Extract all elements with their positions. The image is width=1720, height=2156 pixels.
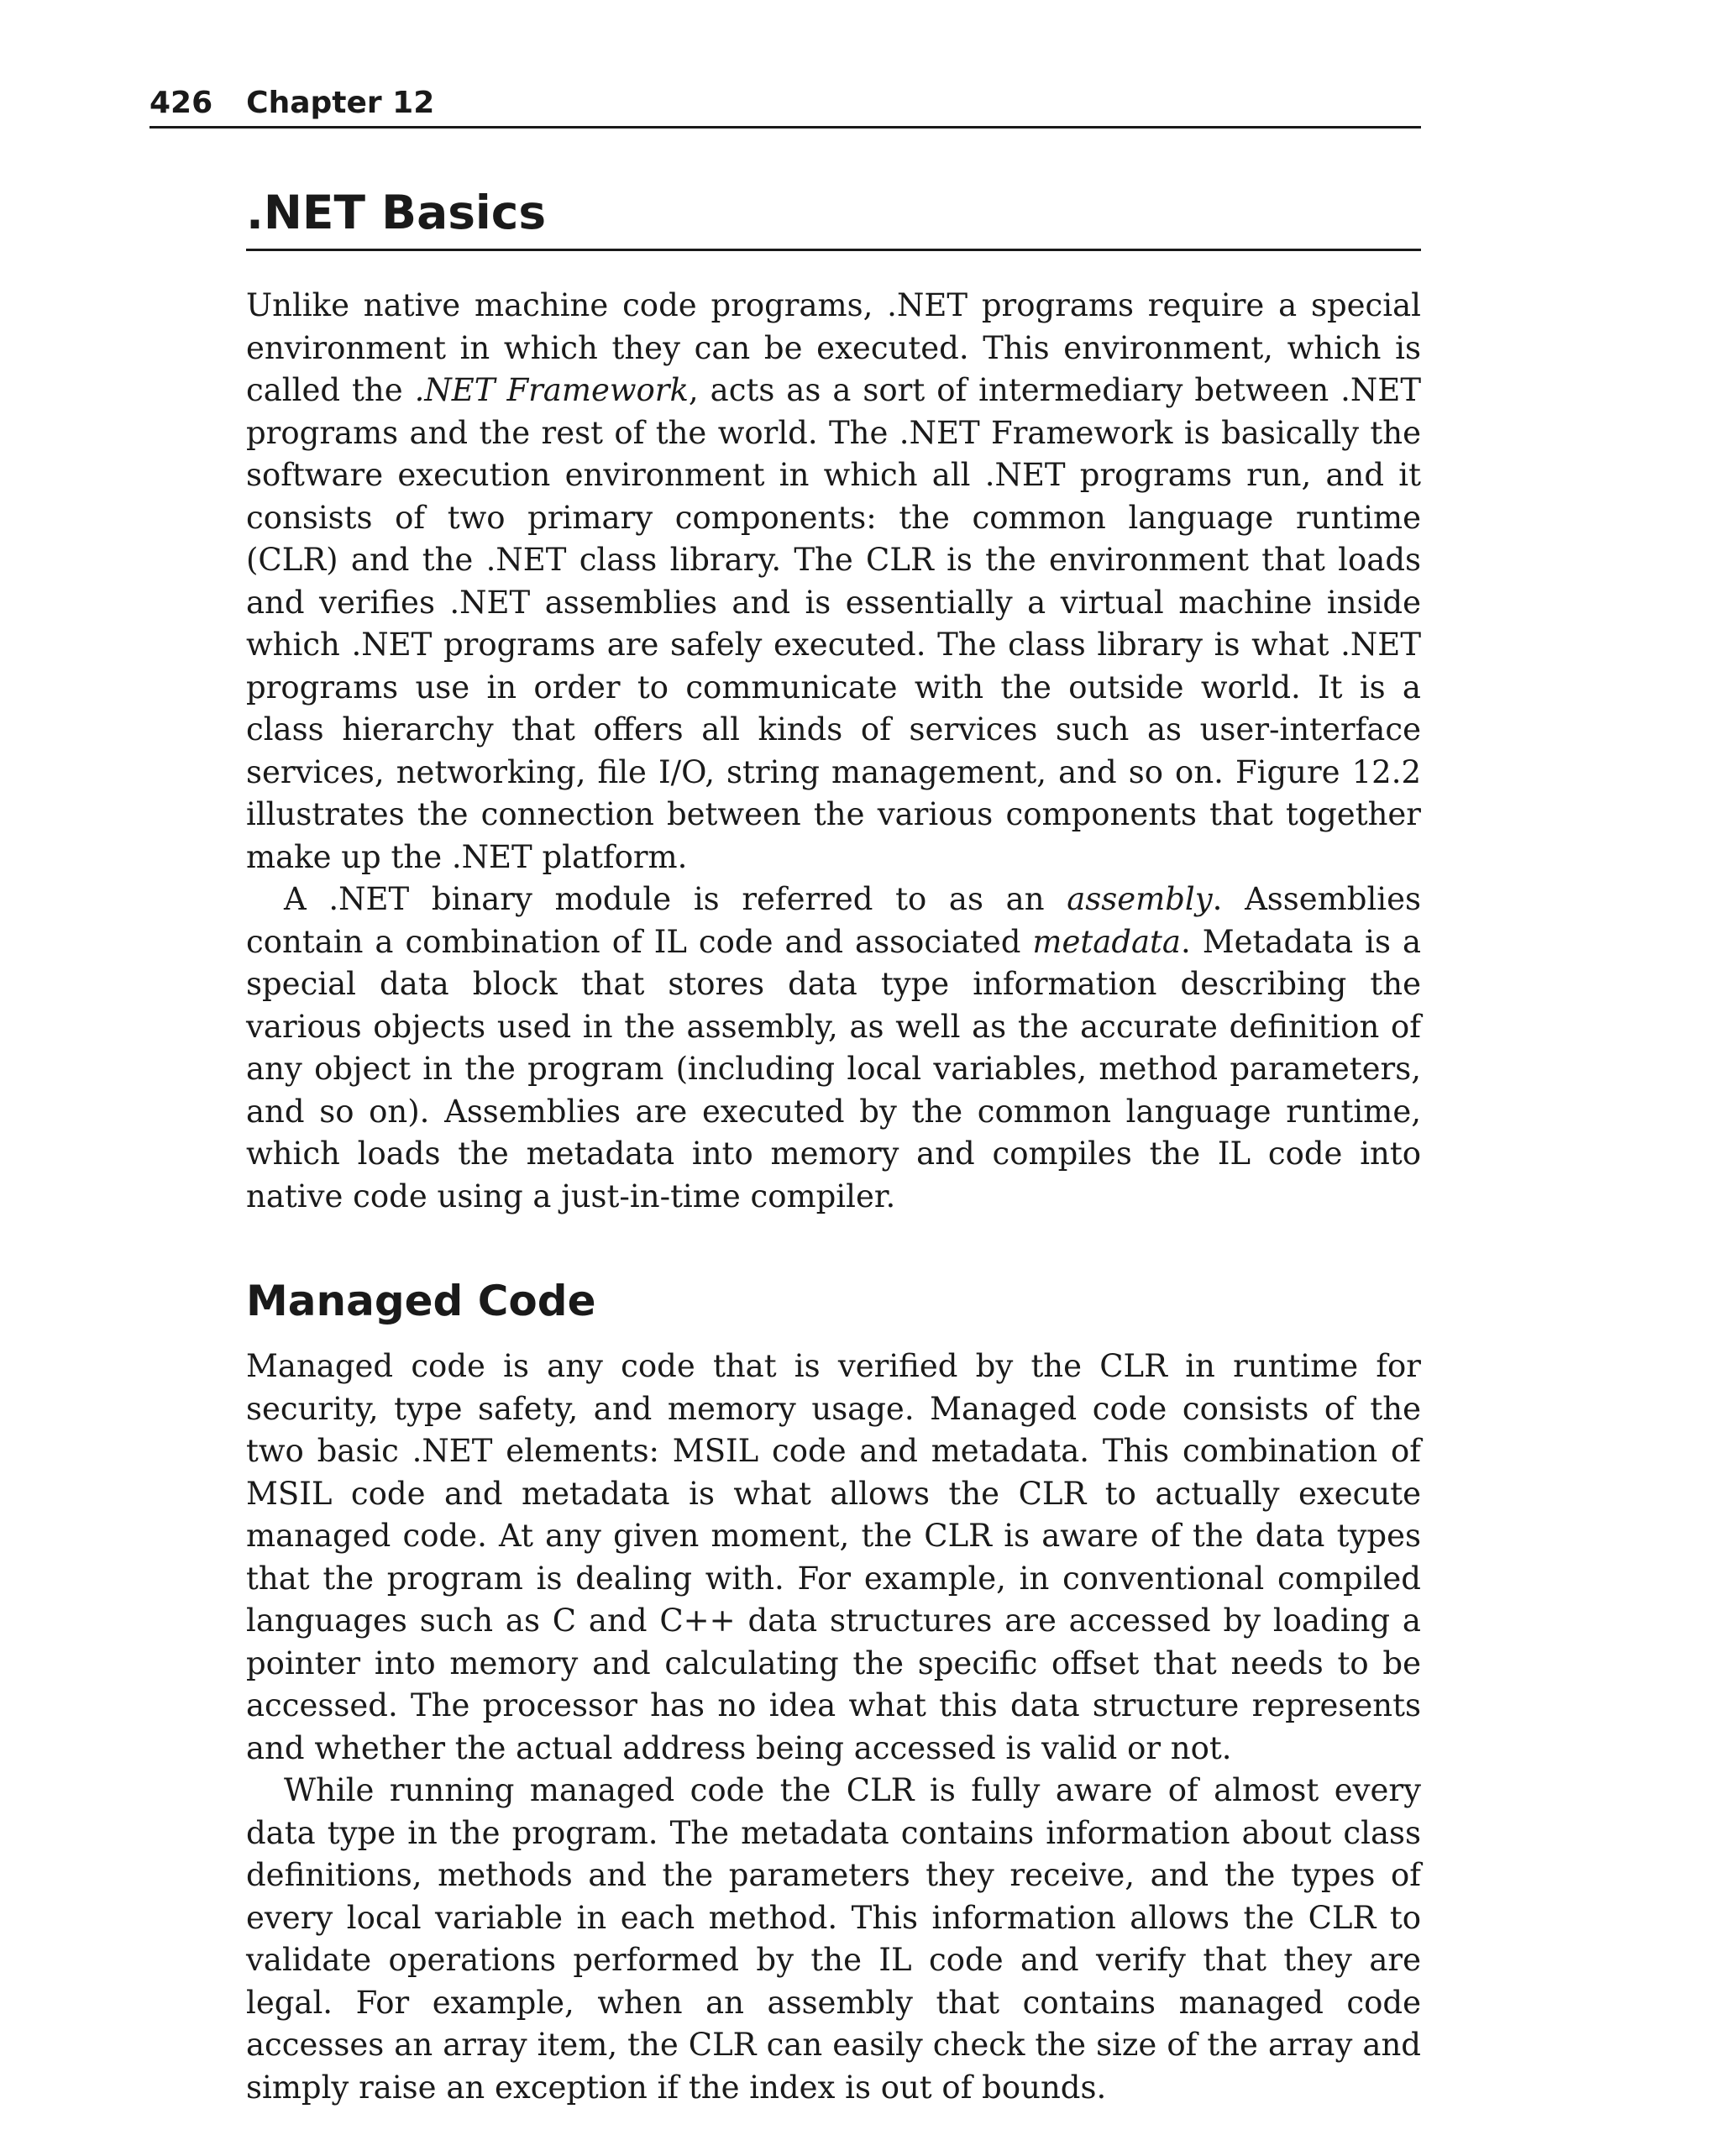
paragraph-assembly: A .NET binary module is referred to as an assembly. Assemblies contain a combination of IL code and associated metadata. Metadata is a special data block that stores data type information describing the various objects used in the assembly, as well as the accurate definition of any object in the program (including local variables, method parameters, and so on). Assemblies are executed by the common language runtime, which loads the metadata into memory and compiles the IL code into native code using a just-in-time compiler. <box>246 881 1422 1214</box>
paragraph-net-framework: Unlike native machine code programs, .NET programs require a special environment in which they can be executed. This environment, which is called the .NET Framework, acts as a sort of intermediary between .NET programs and the rest of the world. The .NET Framework is basically the software execution environment in which all .NET programs run, and it consists of two primary components: the common language runtime (CLR) and the .NET class library. The CLR is the environment that loads and verifies .NET assemblies and is essentially a virtual machine inside which .NET programs are safely executed. The class library is what .NET programs use in order to communicate with the outside world. It is a class hierarchy that offers all kinds of services such as user-interface services, networking, file I/O, string management, and so on. Figure 12.2 illustrates the connection between the various components that together make up the .NET platform. <box>246 287 1421 875</box>
term-metadata: metadata <box>1032 923 1181 960</box>
paragraph-managed-code-runtime: While running managed code the CLR is fully aware of almost every data type in the program. The metadata contains information about class definitions, methods and the parameters they receive, and the types of every local variable in each method. This information allows the CLR to validate operations performed by the IL code and verify that they are legal. For example, when an assembly that contains managed code accesses an array item, the CLR can easily check the size of the array and simply raise an exception if the index is out of bounds. <box>246 1772 1421 2106</box>
term-net-framework: .NET Framework <box>414 372 689 408</box>
term-assembly: assembly <box>1067 881 1213 917</box>
running-header <box>149 81 1421 129</box>
chapter-label: Chapter 12 <box>246 86 435 120</box>
page-number: 426 <box>149 86 213 120</box>
paragraph-managed-code-definition: Managed code is any code that is verified by the CLR in runtime for security, type safety, and memory usage. Managed code consists of the two basic .NET elements: MSIL code and metadata. This combination of MSIL code and metadata is what allows the CLR to actually execute managed code. At any given moment, the CLR is aware of the data types that the program is dealing with. For example, in conventional compiled languages such as C and C++ data structures are accessed by loading a pointer into memory and calculating the specific offset that needs to be accessed. The processor has no idea what this data structure represents and whether the actual address being accessed is valid or not. <box>246 1348 1421 1766</box>
section-title-net-basics: .NET Basics <box>246 176 1421 251</box>
page-content <box>246 176 1421 2109</box>
section-title-managed-code: Managed Code <box>246 1277 596 1325</box>
